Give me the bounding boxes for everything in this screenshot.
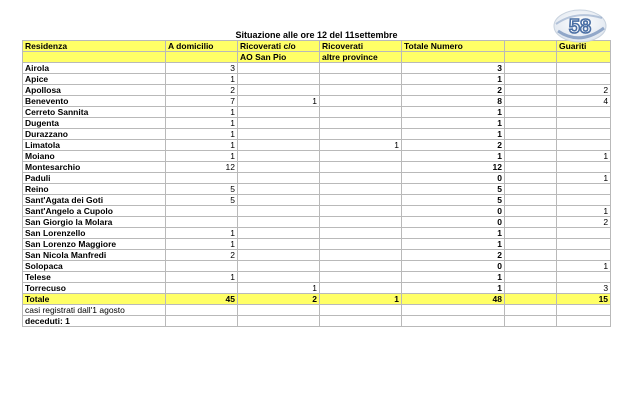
column-header: Ricoverati	[320, 41, 402, 52]
table-cell	[505, 151, 557, 162]
table-cell: 12	[166, 162, 238, 173]
table-cell	[557, 272, 611, 283]
channel-logo-icon	[546, 6, 610, 46]
table-cell: 1	[402, 107, 505, 118]
table-cell	[557, 184, 611, 195]
table-row	[23, 162, 611, 173]
table-cell: 3	[166, 63, 238, 74]
table-cell	[505, 206, 557, 217]
table-row	[23, 63, 611, 74]
table-cell	[402, 316, 505, 327]
table-cell: 8	[402, 96, 505, 107]
column-header	[505, 52, 557, 63]
table-cell	[320, 162, 402, 173]
table-cell	[505, 250, 557, 261]
table-cell	[557, 140, 611, 151]
table-cell	[166, 261, 238, 272]
table-cell: 1	[402, 239, 505, 250]
table-row	[23, 261, 611, 272]
table-row	[23, 195, 611, 206]
table-cell: 1	[402, 74, 505, 85]
table-cell	[238, 63, 320, 74]
table-cell: 1	[402, 272, 505, 283]
table-cell: 2	[402, 140, 505, 151]
table-row	[23, 74, 611, 85]
table-cell: 5	[166, 184, 238, 195]
table-cell	[505, 217, 557, 228]
table-cell	[320, 96, 402, 107]
table-cell	[238, 316, 320, 327]
table-cell	[505, 162, 557, 173]
table-cell: 5	[166, 195, 238, 206]
table-cell	[238, 305, 320, 316]
table-row	[23, 151, 611, 162]
table-cell	[557, 162, 611, 173]
table-cell	[238, 239, 320, 250]
table-cell: Sant'Agata dei Goti	[23, 195, 166, 206]
column-header: Guariti	[557, 41, 611, 52]
table-cell	[557, 305, 611, 316]
table-cell	[505, 272, 557, 283]
column-header: A domicilio	[166, 41, 238, 52]
table-cell: Moiano	[23, 151, 166, 162]
table-cell	[166, 305, 238, 316]
table-cell: 48	[402, 294, 505, 305]
table-title: Situazione alle ore 12 del 11settembre	[23, 29, 611, 41]
table-cell: Totale	[23, 294, 166, 305]
table-cell	[557, 195, 611, 206]
table-cell: 5	[402, 195, 505, 206]
table-cell: Paduli	[23, 173, 166, 184]
table-cell	[557, 316, 611, 327]
table-cell: 12	[402, 162, 505, 173]
table-cell: 1	[238, 96, 320, 107]
table-cell	[320, 184, 402, 195]
table-cell	[505, 107, 557, 118]
table-cell	[505, 74, 557, 85]
table-cell	[238, 107, 320, 118]
table-cell: 1	[402, 228, 505, 239]
table-cell	[557, 74, 611, 85]
table-cell	[166, 217, 238, 228]
table-cell: Durazzano	[23, 129, 166, 140]
table-row	[23, 228, 611, 239]
table-cell: Apice	[23, 74, 166, 85]
table-cell: San Giorgio la Molara	[23, 217, 166, 228]
table-cell: Cerreto Sannita	[23, 107, 166, 118]
table-cell	[402, 305, 505, 316]
table-cell: 1	[402, 118, 505, 129]
table-cell	[505, 305, 557, 316]
column-header: altre province	[320, 52, 402, 63]
table-cell: 1	[320, 140, 402, 151]
table-cell	[505, 239, 557, 250]
table-cell	[557, 250, 611, 261]
table-row	[23, 239, 611, 250]
total-row	[23, 294, 611, 305]
table-cell	[238, 261, 320, 272]
table-row	[23, 217, 611, 228]
table-cell: Sant'Angelo a Cupolo	[23, 206, 166, 217]
table-row	[23, 250, 611, 261]
table-cell	[320, 228, 402, 239]
table-cell	[166, 206, 238, 217]
table-cell: San Lorenzo Maggiore	[23, 239, 166, 250]
table-cell	[557, 63, 611, 74]
table-cell	[320, 118, 402, 129]
table-cell	[320, 217, 402, 228]
table-cell: 1	[402, 151, 505, 162]
table-cell	[166, 173, 238, 184]
table-cell: 2	[557, 217, 611, 228]
table-cell: 0	[402, 206, 505, 217]
table-cell: 1	[557, 173, 611, 184]
table-cell	[505, 294, 557, 305]
table-cell: Dugenta	[23, 118, 166, 129]
table-cell: 1	[166, 272, 238, 283]
footer-note: deceduti: 1	[23, 316, 166, 327]
header-row	[23, 41, 611, 52]
table-cell: Torrecuso	[23, 283, 166, 294]
table-cell: 0	[402, 261, 505, 272]
column-header	[402, 52, 505, 63]
table-cell: 0	[402, 173, 505, 184]
table-cell	[505, 85, 557, 96]
table-cell: 2	[402, 85, 505, 96]
table-cell	[238, 195, 320, 206]
column-header: Ricoverati c/o	[238, 41, 320, 52]
table-cell	[557, 107, 611, 118]
table-cell: 2	[402, 250, 505, 261]
title-row	[23, 29, 611, 41]
table-cell	[320, 74, 402, 85]
table-cell: San Nicola Manfredi	[23, 250, 166, 261]
table-row	[23, 206, 611, 217]
table-cell	[320, 239, 402, 250]
table-cell	[238, 184, 320, 195]
table-cell	[238, 85, 320, 96]
table-cell	[166, 316, 238, 327]
table-cell: 1	[166, 118, 238, 129]
table-cell: Montesarchio	[23, 162, 166, 173]
table-cell	[320, 261, 402, 272]
table-cell	[238, 228, 320, 239]
table-cell: Apollosa	[23, 85, 166, 96]
column-header: AO San Pio	[238, 52, 320, 63]
table-cell: 3	[557, 283, 611, 294]
table-cell: 1	[557, 206, 611, 217]
column-header: Residenza	[23, 41, 166, 52]
table-cell: Benevento	[23, 96, 166, 107]
table-cell	[238, 250, 320, 261]
table-cell: 4	[557, 96, 611, 107]
table-cell: 1	[557, 151, 611, 162]
table-cell: 1	[238, 283, 320, 294]
table-row	[23, 107, 611, 118]
table-cell	[320, 85, 402, 96]
table-cell	[320, 63, 402, 74]
table-cell: 2	[166, 250, 238, 261]
spreadsheet	[22, 29, 611, 327]
column-header	[557, 52, 611, 63]
table-cell: Airola	[23, 63, 166, 74]
table-cell: 5	[402, 184, 505, 195]
table-cell	[557, 118, 611, 129]
table-cell	[505, 228, 557, 239]
table-cell	[505, 261, 557, 272]
table-cell	[505, 184, 557, 195]
table-cell	[505, 129, 557, 140]
table-row	[23, 140, 611, 151]
table-cell	[505, 283, 557, 294]
table-cell: Telese	[23, 272, 166, 283]
table-cell	[238, 272, 320, 283]
table-cell: 7	[166, 96, 238, 107]
table-cell	[505, 118, 557, 129]
table-cell	[166, 283, 238, 294]
table-cell	[320, 283, 402, 294]
table-cell: Reino	[23, 184, 166, 195]
table-cell	[505, 63, 557, 74]
table-cell: 1	[557, 261, 611, 272]
footer-row	[23, 316, 611, 327]
column-header	[23, 52, 166, 63]
footer-note: casi registrati dall'1 agosto	[23, 305, 166, 316]
table-cell: 1	[166, 74, 238, 85]
table-row	[23, 184, 611, 195]
table-cell	[320, 195, 402, 206]
table-row	[23, 85, 611, 96]
table-cell	[320, 250, 402, 261]
table-cell: 3	[402, 63, 505, 74]
table-cell: Solopaca	[23, 261, 166, 272]
table-cell	[505, 316, 557, 327]
table-cell	[238, 129, 320, 140]
table-cell	[557, 228, 611, 239]
table-cell	[320, 107, 402, 118]
table-cell	[238, 118, 320, 129]
table-cell: 2	[238, 294, 320, 305]
table-cell: 1	[166, 228, 238, 239]
table-cell	[238, 74, 320, 85]
table-cell: 0	[402, 217, 505, 228]
table-cell: 1	[166, 129, 238, 140]
table-cell	[238, 151, 320, 162]
subheader-row	[23, 52, 611, 63]
table-cell	[320, 272, 402, 283]
table-cell	[557, 239, 611, 250]
table-cell	[238, 217, 320, 228]
table-cell	[505, 173, 557, 184]
table-cell: 1	[402, 283, 505, 294]
table-cell	[320, 129, 402, 140]
table-cell: 1	[166, 107, 238, 118]
table-cell	[320, 173, 402, 184]
table-row	[23, 96, 611, 107]
table-row	[23, 283, 611, 294]
table-cell: 2	[557, 85, 611, 96]
covid-table	[22, 29, 611, 327]
table-cell: Limatola	[23, 140, 166, 151]
table-cell	[238, 140, 320, 151]
table-cell: 15	[557, 294, 611, 305]
column-header	[166, 52, 238, 63]
logo-text: 58	[568, 16, 592, 38]
table-row	[23, 173, 611, 184]
table-cell	[505, 140, 557, 151]
table-cell	[238, 206, 320, 217]
table-cell	[238, 173, 320, 184]
table-cell: San Lorenzello	[23, 228, 166, 239]
table-row	[23, 272, 611, 283]
table-cell: 1	[166, 151, 238, 162]
table-cell	[320, 151, 402, 162]
table-cell	[320, 316, 402, 327]
table-cell	[320, 206, 402, 217]
table-cell: 2	[166, 85, 238, 96]
table-cell: 1	[166, 140, 238, 151]
table-cell: 45	[166, 294, 238, 305]
footer-row	[23, 305, 611, 316]
table-cell: 1	[402, 129, 505, 140]
table-cell	[557, 129, 611, 140]
column-header: Totale Numero	[402, 41, 505, 52]
table-cell: 1	[320, 294, 402, 305]
table-cell: 1	[166, 239, 238, 250]
table-cell	[505, 195, 557, 206]
table-cell	[505, 96, 557, 107]
table-cell	[238, 162, 320, 173]
table-row	[23, 118, 611, 129]
table-row	[23, 129, 611, 140]
table-cell	[320, 305, 402, 316]
